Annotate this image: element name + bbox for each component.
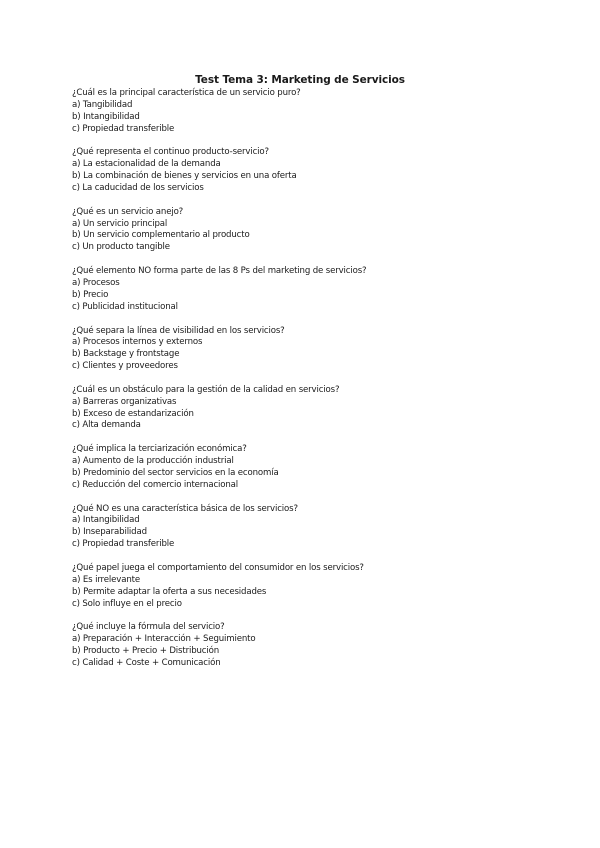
answer-option: c) Reducción del comercio internacional — [72, 479, 239, 490]
answer-option: b) Producto + Precio + Distribución — [72, 646, 220, 657]
answer-option: b) Exceso de estandarización — [72, 408, 194, 419]
answer-option: c) Publicidad institucional — [72, 301, 178, 312]
answer-option: a) Un servicio principal — [72, 218, 168, 229]
question-text: ¿Qué representa el continuo producto-servicio? — [72, 147, 269, 158]
answer-option: b) Predominio del sector servicios en la economía — [72, 467, 279, 478]
question-block-1 — [72, 88, 542, 135]
answer-option: a) Preparación + Interacción + Seguimiento — [72, 634, 256, 645]
answer-option: a) Barreras organizativas — [72, 396, 177, 407]
answer-option: b) Precio — [72, 289, 109, 300]
answer-option: a) Aumento de la producción industrial — [72, 456, 234, 467]
answer-option: c) Un producto tangible — [72, 242, 170, 253]
answer-option: b) Un servicio complementario al producto — [72, 230, 250, 241]
answer-option: b) Permite adaptar la oferta a sus necesidades — [72, 586, 267, 597]
answer-option: c) Propiedad transferible — [72, 123, 175, 134]
answer-option: a) La estacionalidad de la demanda — [72, 159, 221, 170]
question-text: ¿Qué NO es una característica básica de los servicios? — [72, 503, 298, 514]
question-text: ¿Qué incluye la fórmula del servicio? — [72, 622, 225, 633]
question-block-2 — [72, 147, 542, 194]
answer-option: c) Solo influye en el precio — [72, 598, 182, 609]
question-text: ¿Cuál es un obstáculo para la gestión de la calidad en servicios? — [72, 384, 340, 395]
document-title: Test Tema 3: Marketing de Servicios — [195, 74, 405, 86]
question-block-4 — [72, 266, 542, 313]
answer-option: a) Es irrelevante — [72, 574, 140, 585]
question-text: ¿Qué implica la terciarización económica? — [72, 444, 247, 455]
question-text: ¿Cuál es la principal característica de un servicio puro? — [72, 88, 301, 98]
answer-option: b) Backstage y frontstage — [72, 349, 180, 360]
question-block-6 — [72, 385, 542, 432]
answer-option: c) Propiedad transferible — [72, 539, 175, 550]
question-block-10 — [72, 622, 542, 669]
question-block-7 — [72, 444, 542, 491]
question-text: ¿Qué es un servicio anejo? — [72, 206, 184, 217]
answer-option: c) La caducidad de los servicios — [72, 182, 204, 193]
question-block-5 — [72, 326, 542, 373]
answer-option: b) Intangibilidad — [72, 111, 140, 122]
answer-option: a) Tangibilidad — [72, 99, 133, 110]
question-text: ¿Qué separa la línea de visibilidad en los servicios? — [72, 325, 285, 336]
question-text: ¿Qué elemento NO forma parte de las 8 Ps del marketing de servicios? — [72, 266, 367, 277]
question-list — [72, 88, 542, 682]
answer-option: a) Procesos internos y externos — [72, 337, 203, 348]
answer-option: c) Alta demanda — [72, 420, 141, 431]
question-block-9 — [72, 563, 542, 610]
answer-option: c) Clientes y proveedores — [72, 361, 178, 372]
answer-option: b) Inseparabilidad — [72, 527, 147, 538]
answer-option: a) Procesos — [72, 277, 120, 288]
answer-option: b) La combinación de bienes y servicios en una oferta — [72, 171, 297, 182]
answer-option: c) Calidad + Coste + Comunicación — [72, 657, 221, 668]
question-text: ¿Qué papel juega el comportamiento del consumidor en los servicios? — [72, 563, 364, 573]
question-block-8 — [72, 504, 542, 551]
question-block-3 — [72, 207, 542, 254]
answer-option: a) Intangibilidad — [72, 515, 140, 526]
